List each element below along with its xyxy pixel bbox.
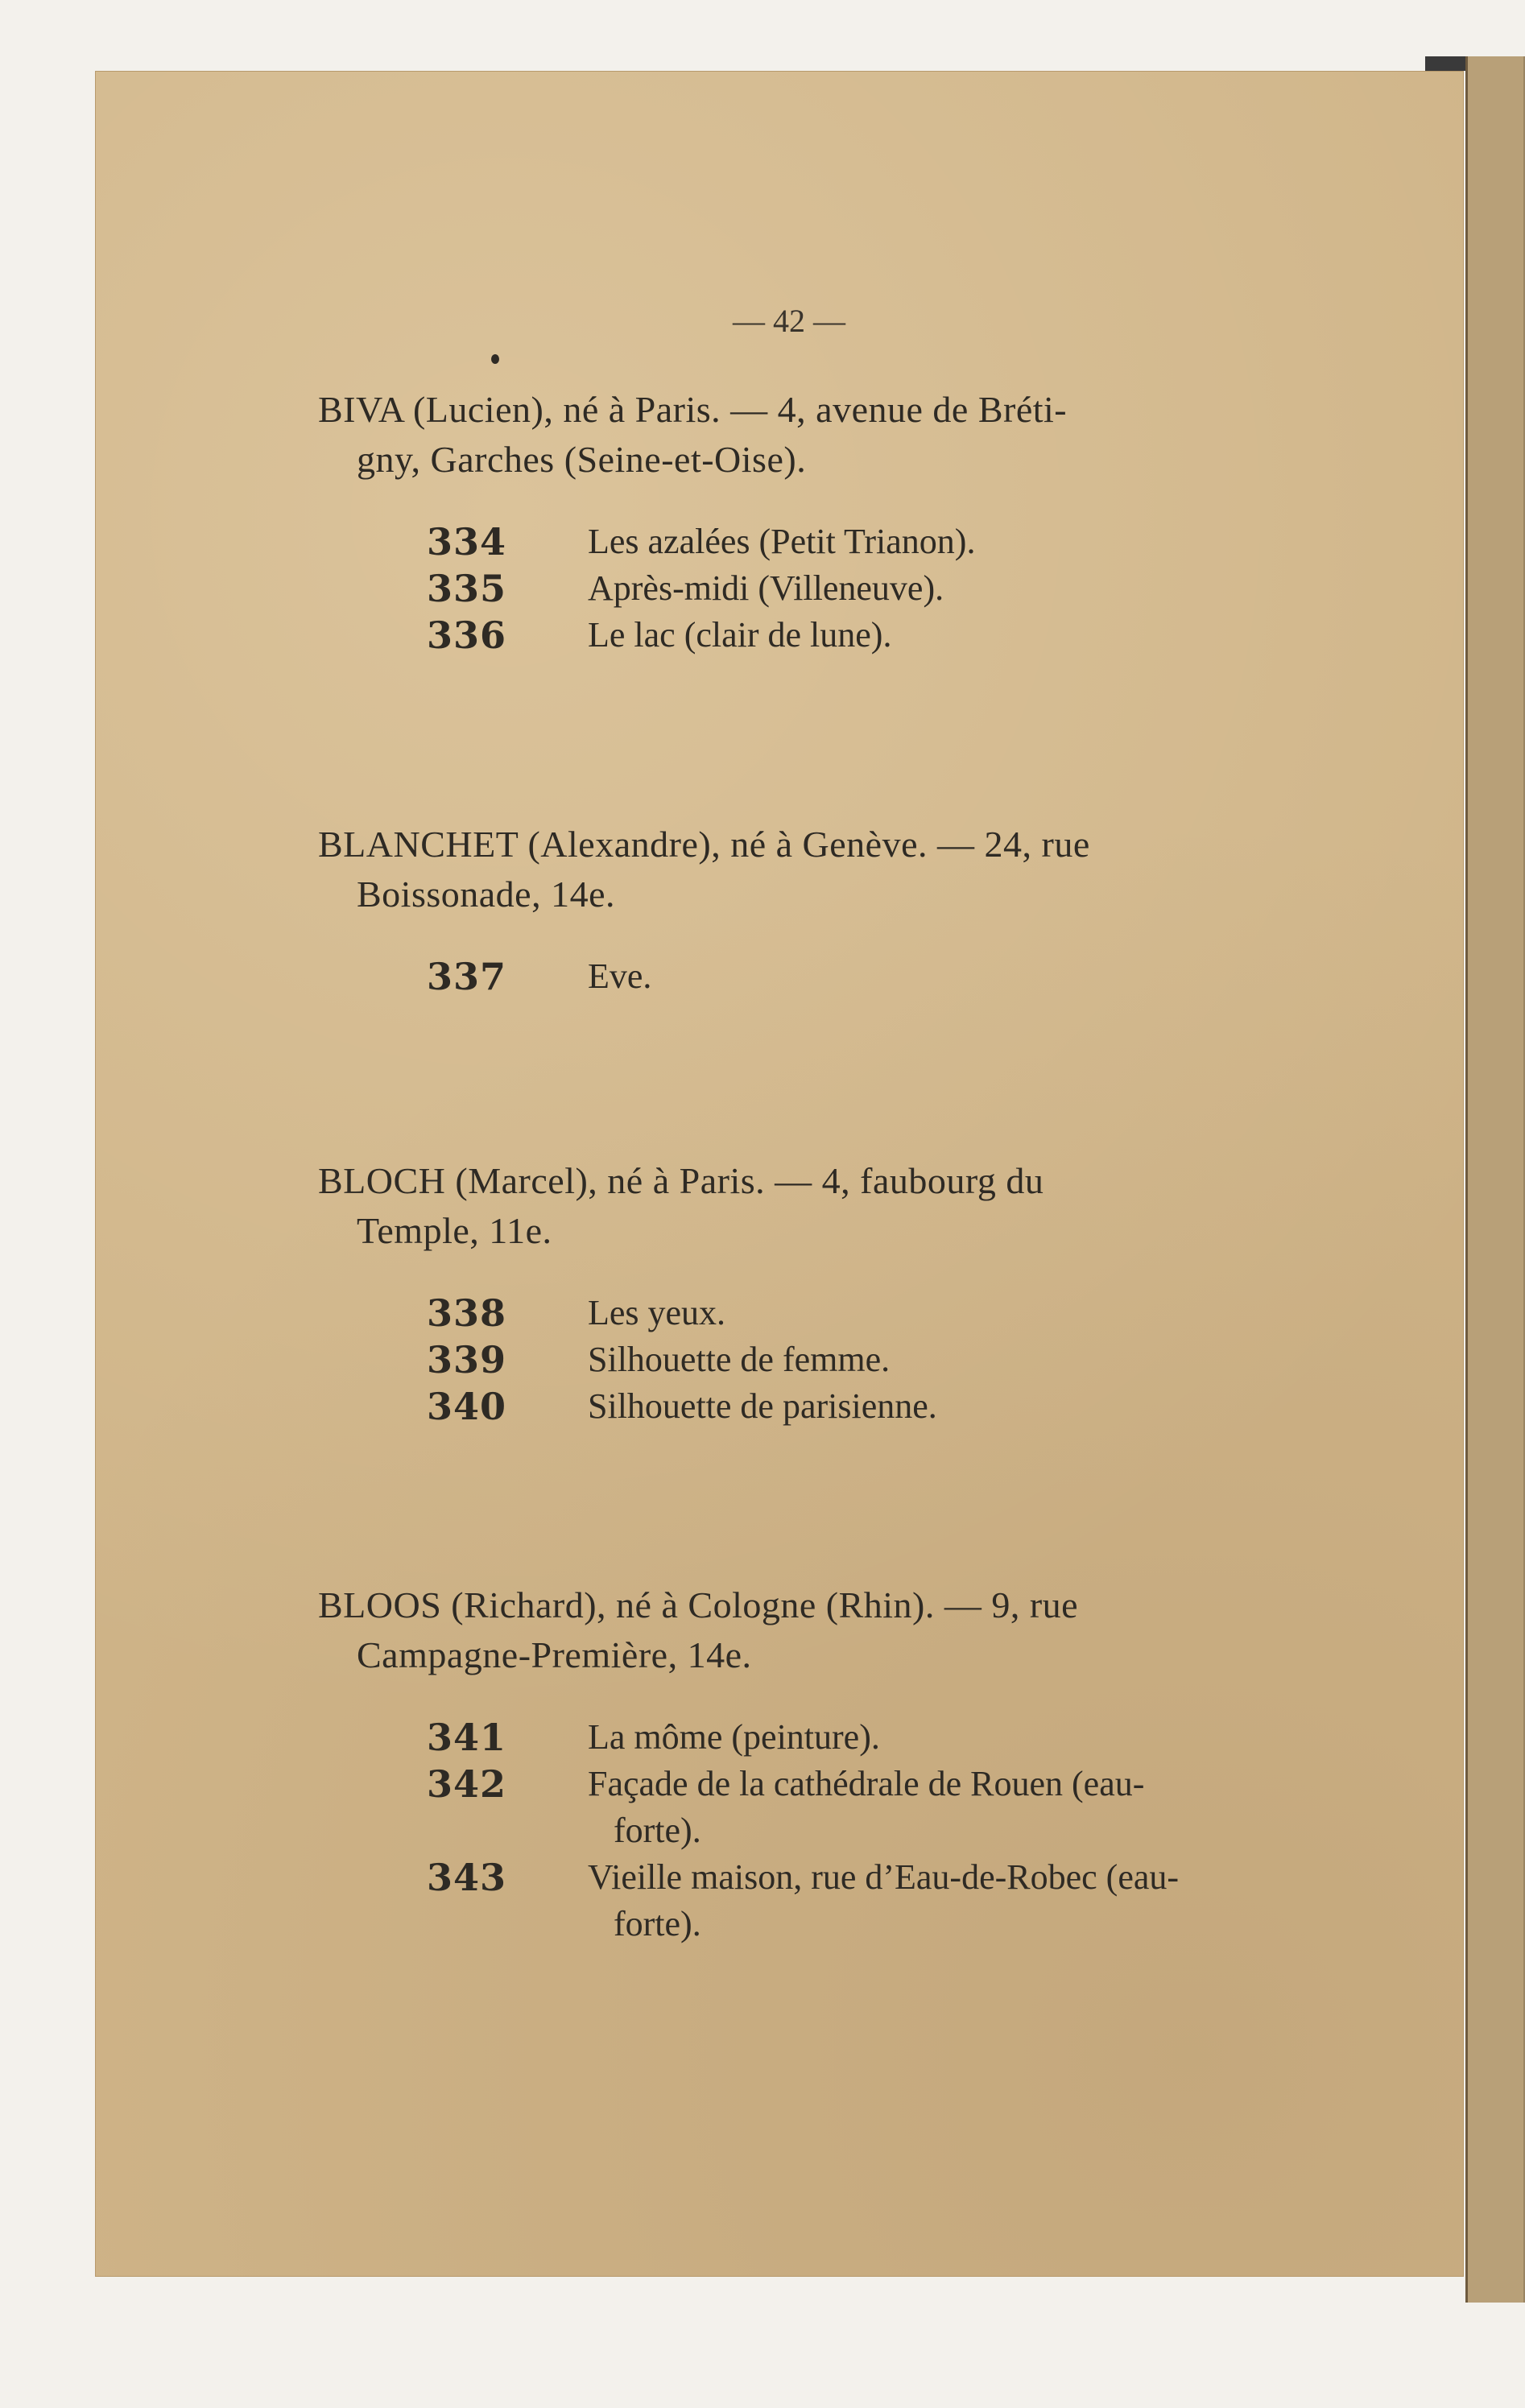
artist-entry-blanchet <box>318 820 1312 1000</box>
artist-line-2: gny, Garches (Seine-et-Oise). <box>357 439 807 480</box>
work-title: Après-midi (Villeneuve). <box>588 568 944 608</box>
work-title: Silhouette de parisienne. <box>588 1386 937 1426</box>
work-item <box>318 518 1312 565</box>
artist-line-2: Boissonade, 14e. <box>357 874 616 915</box>
work-title: Silhouette de femme. <box>588 1340 891 1379</box>
work-number: 341 <box>427 1716 507 1759</box>
work-number: 337 <box>427 955 507 998</box>
artist-heading <box>318 820 1312 919</box>
work-item <box>318 1383 1312 1430</box>
work-number: 342 <box>427 1762 507 1806</box>
work-item <box>318 1714 1312 1761</box>
artist-line-1: BLANCHET (Alexandre), né à Genève. — 24, rue <box>318 824 1090 865</box>
page-number: — 42 — <box>733 303 845 339</box>
work-title-line-1: Vieille maison, rue d’Eau-de-Robec (eau- <box>588 1857 1180 1897</box>
work-title <box>556 1761 1312 1854</box>
works-list <box>318 953 1312 1000</box>
facing-page-edge <box>1465 56 1525 2303</box>
work-title <box>556 1854 1312 1947</box>
artist-heading <box>318 385 1312 485</box>
work-number: 339 <box>427 1338 507 1382</box>
work-number: 336 <box>427 613 507 657</box>
artist-line-1: BIVA (Lucien), né à Paris. — 4, avenue de Bréti- <box>318 389 1068 430</box>
work-number: 334 <box>427 520 507 564</box>
artist-line-2: Campagne-Première, 14e. <box>357 1634 752 1675</box>
work-item <box>318 1761 1312 1854</box>
work-item <box>318 565 1312 612</box>
work-number: 338 <box>427 1291 507 1335</box>
work-title: Le lac (clair de lune). <box>588 615 892 655</box>
artist-heading <box>318 1156 1312 1256</box>
work-item <box>318 612 1312 659</box>
artist-entry-bloch <box>318 1156 1312 1430</box>
work-item <box>318 1290 1312 1336</box>
work-title: La môme (peinture). <box>588 1717 880 1757</box>
work-number: 335 <box>427 567 507 610</box>
ink-speck <box>491 354 499 364</box>
work-title-line-2: forte). <box>614 1904 701 1943</box>
artist-line-1: BLOOS (Richard), né à Cologne (Rhin). — 9, rue <box>318 1584 1079 1625</box>
work-item <box>318 1854 1312 1947</box>
work-number: 340 <box>427 1385 507 1428</box>
artist-entry-bloos <box>318 1580 1312 1947</box>
work-title-line-2: forte). <box>614 1811 701 1850</box>
work-item <box>318 1336 1312 1383</box>
work-title: Les yeux. <box>588 1293 726 1332</box>
work-title-line-1: Façade de la cathédrale de Rouen (eau- <box>588 1764 1145 1803</box>
artist-heading <box>318 1580 1312 1680</box>
work-item <box>318 953 1312 1000</box>
artist-entry-biva <box>318 385 1312 659</box>
artist-line-2: Temple, 11e. <box>357 1210 552 1251</box>
work-title: Eve. <box>588 956 652 996</box>
works-list <box>318 1290 1312 1430</box>
works-list <box>318 518 1312 659</box>
work-title: Les azalées (Petit Trianon). <box>588 522 976 561</box>
work-number: 343 <box>427 1856 507 1899</box>
artist-line-1: BLOCH (Marcel), né à Paris. — 4, faubourg du <box>318 1160 1044 1201</box>
works-list <box>318 1714 1312 1947</box>
